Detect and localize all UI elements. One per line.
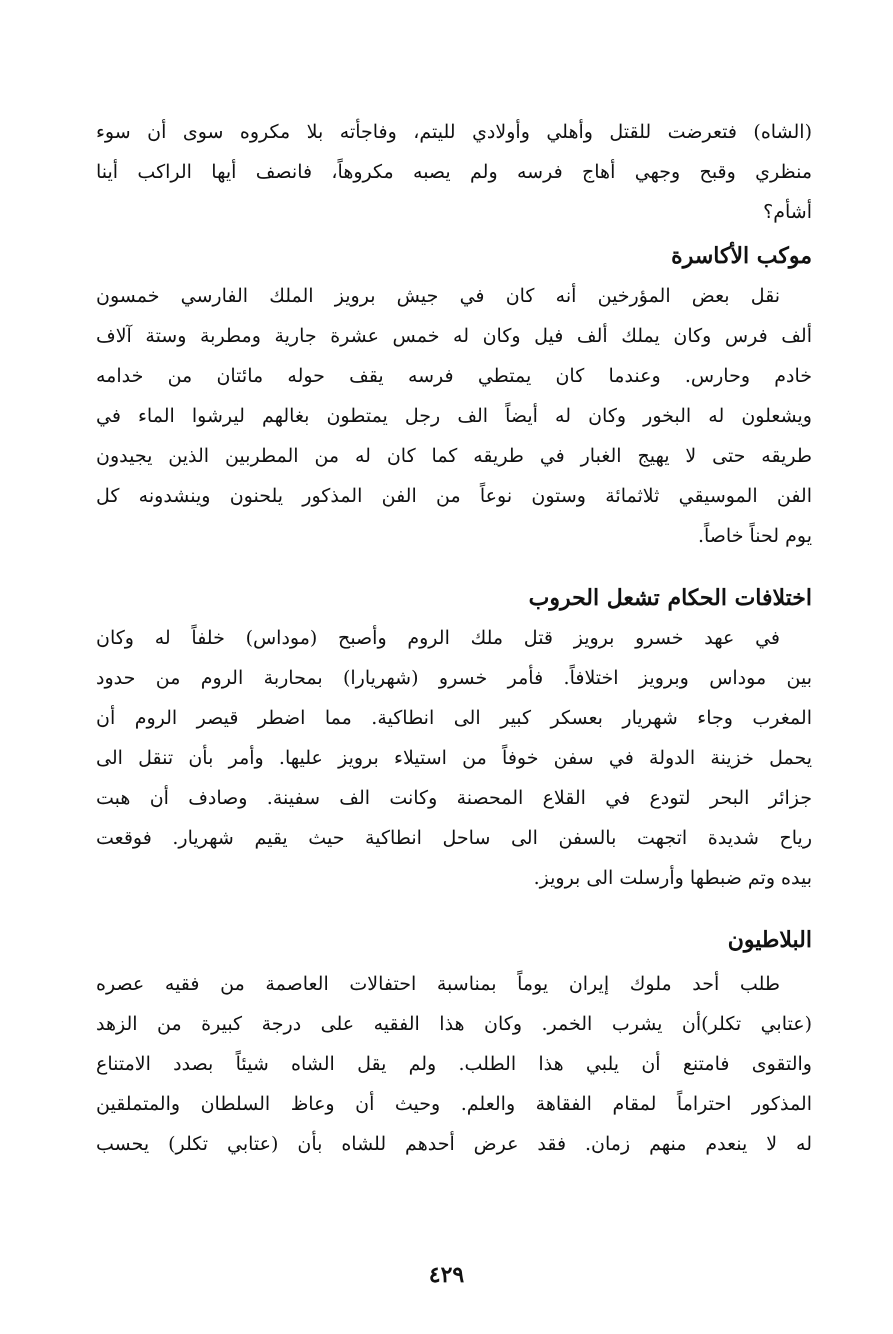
text-line: خادم وحارس. وعندما كان يمتطي فرسه يقف حوله مائتان من خدامه: [96, 365, 812, 387]
text-line: المذكور احتراماً لمقام الفقاهة والعلم. وحيث أن وعاظ السلطان والمتملقين: [96, 1093, 812, 1115]
text-line: بيده وتم ضبطها وأرسلت الى برويز.: [533, 867, 812, 889]
text-line: في عهد خسرو برويز قتل ملك الروم وأصبح (موداس) خلفاً له وكان: [96, 627, 780, 649]
section-paragraph: [96, 276, 812, 556]
text-line: (الشاه) فتعرضت للقتل وأهلي وأولادي لليتم، وفاجأته بلا مكروه سوى أن سوء: [96, 121, 812, 143]
text-line: جزائر البحر لتودع في القلاع المحصنة وكانت الف سفينة. وصادف أن هبت: [96, 787, 812, 809]
text-line: المغرب وجاء شهريار بعسكر كبير الى انطاكية. مما اضطر قيصر الروم أن: [96, 707, 812, 729]
text-line: يحمل خزينة الدولة في سفن خوفاً من استيلاء برويز عليها. وأمر بأن تنقل الى: [96, 747, 812, 769]
section-heading-courtiers: البلاطيون: [727, 927, 812, 953]
text-line: ويشعلون له البخور وكان له أيضاً الف رجل يمتطون بغالهم ليرشوا الماء في: [96, 405, 812, 427]
text-line: (عتابي تكلر)أن يشرب الخمر. وكان هذا الفقيه على درجة كبيرة من الزهد: [96, 1013, 812, 1035]
text-line: أشأم؟: [763, 201, 812, 223]
text-line: له لا ينعدم منهم زمان. فقد عرض أحدهم للشاه بأن (عتابي تكلر) يحسب: [96, 1133, 812, 1155]
text-line: طلب أحد ملوك إيران يوماً بمناسبة احتفالات العاصمة من فقيه عصره: [96, 973, 780, 995]
text-line: الفن الموسيقي ثلاثمائة وستون نوعاً من الفن المذكور يلحنون وينشدونه كل: [96, 485, 812, 507]
section-paragraph: [96, 964, 812, 1164]
section-paragraph: [96, 618, 812, 898]
page-number: ٤٢٩: [428, 1262, 465, 1288]
text-line: طريقه حتى لا يهيج الغبار في طريقه كما كان له من المطربين الذين يجيدون: [96, 445, 812, 467]
text-line: منظري وقبح وجهي أهاج فرسه ولم يصبه مكروهاً، فانصف أيها الراكب أينا: [96, 161, 812, 183]
section-heading-disputes: اختلافات الحكام تشعل الحروب: [528, 585, 812, 611]
section-heading-processions: موكب الأكاسرة: [671, 243, 812, 269]
book-page: [96, 112, 812, 1164]
text-line: رياح شديدة اتجهت بالسفن الى ساحل انطاكية حيث يقيم شهريار. فوقعت: [96, 827, 812, 849]
text-line: يوم لحناً خاصاً.: [697, 525, 812, 547]
intro-paragraph: [96, 112, 812, 232]
text-line: ألف فرس وكان يملك ألف فيل وكان له خمس عشرة جارية ومطربة وستة آلاف: [96, 325, 812, 347]
text-line: بين موداس وبرويز اختلافاً. فأمر خسرو (شهريارا) بمحاربة الروم من حدود: [96, 667, 812, 689]
text-line: والتقوى فامتنع أن يلبي هذا الطلب. ولم يقل الشاه شيئاً بصدد الامتناع: [96, 1053, 812, 1075]
text-line: نقل بعض المؤرخين أنه كان في جيش برويز الملك الفارسي خمسون: [96, 285, 780, 307]
